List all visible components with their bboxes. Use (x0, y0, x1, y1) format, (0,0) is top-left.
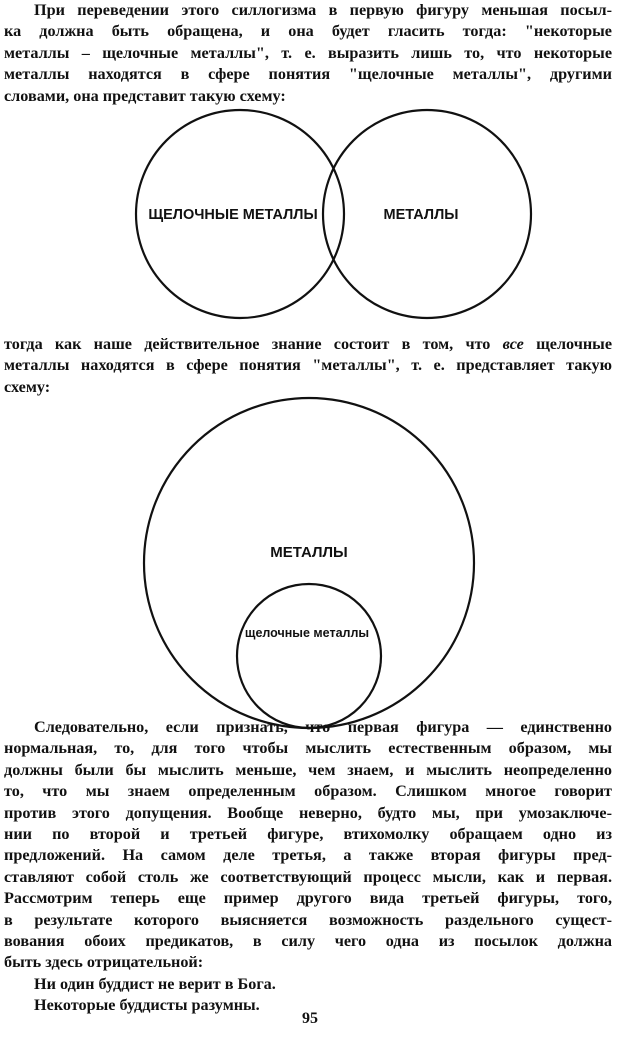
emphasis-word: все (502, 335, 524, 353)
text-line: быть здесь отрицательной: (4, 953, 204, 972)
text-line: в результате которого выясняется возможность раздельного сущест- (4, 910, 612, 929)
text-line: металлы – щелочные металлы", т. е. выразить лишь то, что некоторые (4, 43, 612, 62)
text-line: металлы находятся в сфере понятия "щелочные металлы", другими (4, 65, 612, 84)
text-line: словами, она представит такую схему: (4, 86, 286, 105)
text-line: предложений. На самом деле третья, а также вторая фигуры пред- (4, 846, 612, 865)
outer-circle (144, 398, 474, 728)
text-line: против этого допущения. Вообще неверно, будто мы, при умозаключе- (4, 803, 612, 822)
inner-circle-label: щелочные металлы (244, 626, 370, 640)
text-line: ка должна быть обращена, и она будет гласить тогда: "некоторые (4, 22, 612, 41)
example-premise-1: Ни один буддист не верит в Бога. (34, 974, 276, 993)
paragraph-intro (4, 0, 612, 107)
euler-diagram-nested (0, 396, 620, 740)
page-number: 95 (302, 1010, 318, 1027)
text-line: должны были бы мыслить меньше, чем знаем, и мыслить неопределенно (4, 760, 612, 779)
text-line: Рассмотрим теперь еще пример другого вида третьей фигуры, того, (4, 889, 612, 908)
text-line: При переведении этого силлогизма в первую фигуру меньшая посыл- (34, 1, 612, 19)
right-circle-label: МЕТАЛЛЫ (383, 207, 459, 223)
nested-diagram-svg (0, 396, 620, 740)
text-line: металлы находятся в сфере понятия "металлы", т. е. представляет такую (4, 356, 612, 375)
paragraph-middle (4, 334, 612, 398)
text-line: схему: (4, 377, 51, 396)
euler-diagram-overlap (0, 106, 620, 328)
text-line: вования обоих предикатов, в силу чего одна из посылок должна (4, 932, 612, 951)
paragraph-conclusion (4, 717, 612, 1017)
inner-circle (237, 584, 381, 728)
overlap-diagram-svg (0, 106, 620, 328)
text-line: тогда как наше действительное знание состоит в том, что все щелочные (4, 335, 613, 353)
outer-circle-label: МЕТАЛЛЫ (270, 544, 348, 561)
text-line: нии по второй и третьей фигуре, втихомолку обращаем одно из (4, 825, 612, 844)
text-line: то, что мы знаем определенным образом. Слишком многое говорит (4, 782, 612, 801)
text-line: нормальная, то, для того чтобы мыслить естественным образом, мы (4, 739, 612, 758)
example-premise-2: Некоторые буддисты разумны. (34, 996, 260, 1015)
text-line: Следовательно, если признать, что первая фигура — единственно (34, 718, 612, 736)
text-line: ставляют собой столь же соответствующий процесс мысли, как и первая. (4, 867, 612, 886)
left-circle-label: ЩЕЛОЧНЫЕ МЕТАЛЛЫ (148, 207, 318, 223)
